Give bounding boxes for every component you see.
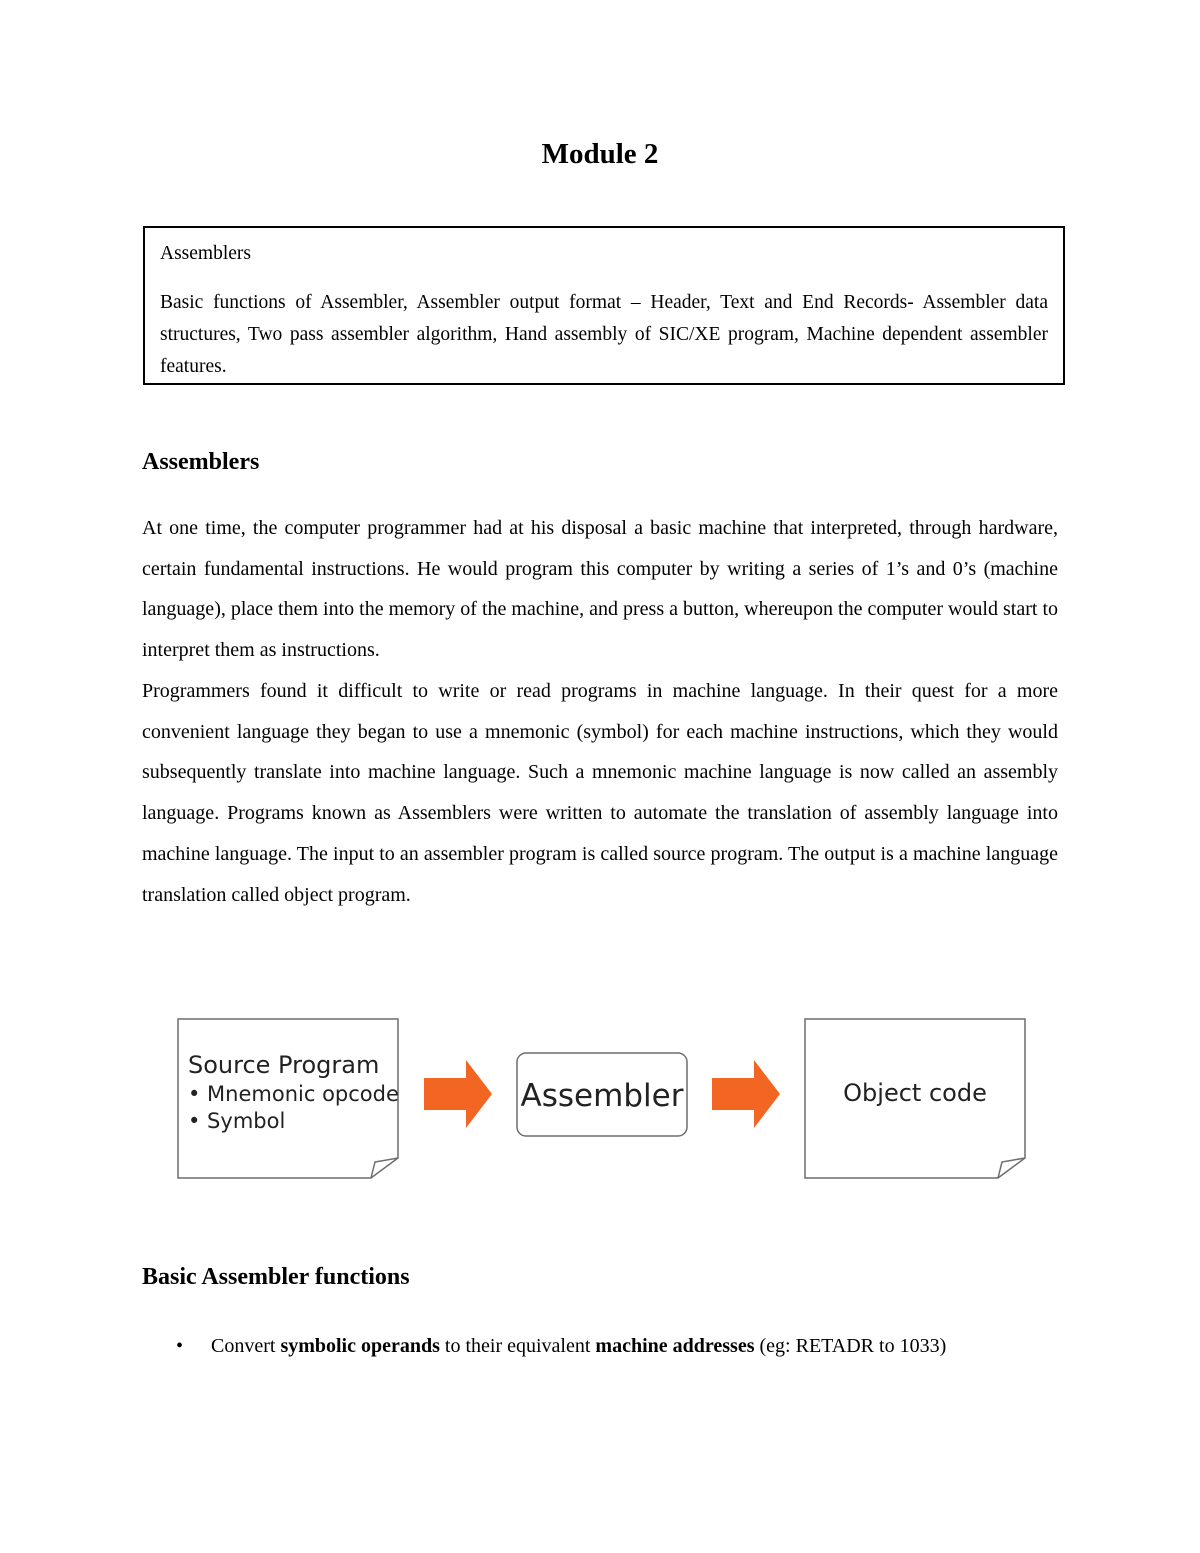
object-code-note [805,1019,1025,1178]
source-program-note [178,1019,399,1178]
assembler-box [517,1053,687,1136]
assemblers-paragraph-2: Programmers found it difficult to write or read programs in machine language. In their quest for a more convenient language they began to use a mnemonic (symbol) for each machine instructions, which they would subsequently translate into machine language. Such a mnemonic machine language is now called an assembly language. Programs known as Assemblers were written to automate the translation of assembly language into machine language. The input to an assembler program is called source program. The output is a machine language translation called object program. [142,680,1058,906]
arrow-right-icon [424,1060,492,1128]
object-code-label: Object code [843,1079,987,1107]
assemblers-paragraph-1: At one time, the computer programmer had at his disposal a basic machine that interpreted, through hardware, certain fundamental instructions. He would program this computer by writing a series of 1’s and 0’s (machine language), place them into the memory of the machine, and press a button, whereupon the computer would start to interpret them as instructions. [142,517,1058,662]
syllabus-box [143,226,1065,385]
source-program-title: Source Program [188,1051,380,1079]
assembler-flow-diagram [0,1000,1200,1200]
bullet-text: to their equivalent [439,1335,596,1357]
source-item-symbol: • Symbol [188,1109,286,1133]
bullet-bold-term: machine addresses [595,1335,755,1357]
section-heading-assemblers: Assemblers [142,449,260,475]
syllabus-body: Basic functions of Assembler, Assembler output format – Header, Text and End Records- Assembler data structures, Two pass assembler algorithm, Hand assembly of SIC/XE program, Machine dependent assembler features. [160,292,1048,377]
bullet-icon: • [176,1335,184,1357]
page-title: Module 2 [541,138,659,170]
arrow-right-icon [712,1060,780,1128]
section-heading-basic-functions: Basic Assembler functions [142,1264,410,1290]
functions-bullet-list [142,1326,1058,1366]
bullet-text: (eg: RETADR to 1033) [754,1335,947,1357]
bullet-text: Convert [211,1335,281,1357]
assembler-label: Assembler [520,1078,684,1114]
bullet-bold-term: symbolic operands [280,1335,440,1357]
list-item [142,1326,1058,1366]
syllabus-heading: Assemblers [160,243,251,264]
source-item-mnemonic: • Mnemonic opcode [188,1082,399,1106]
